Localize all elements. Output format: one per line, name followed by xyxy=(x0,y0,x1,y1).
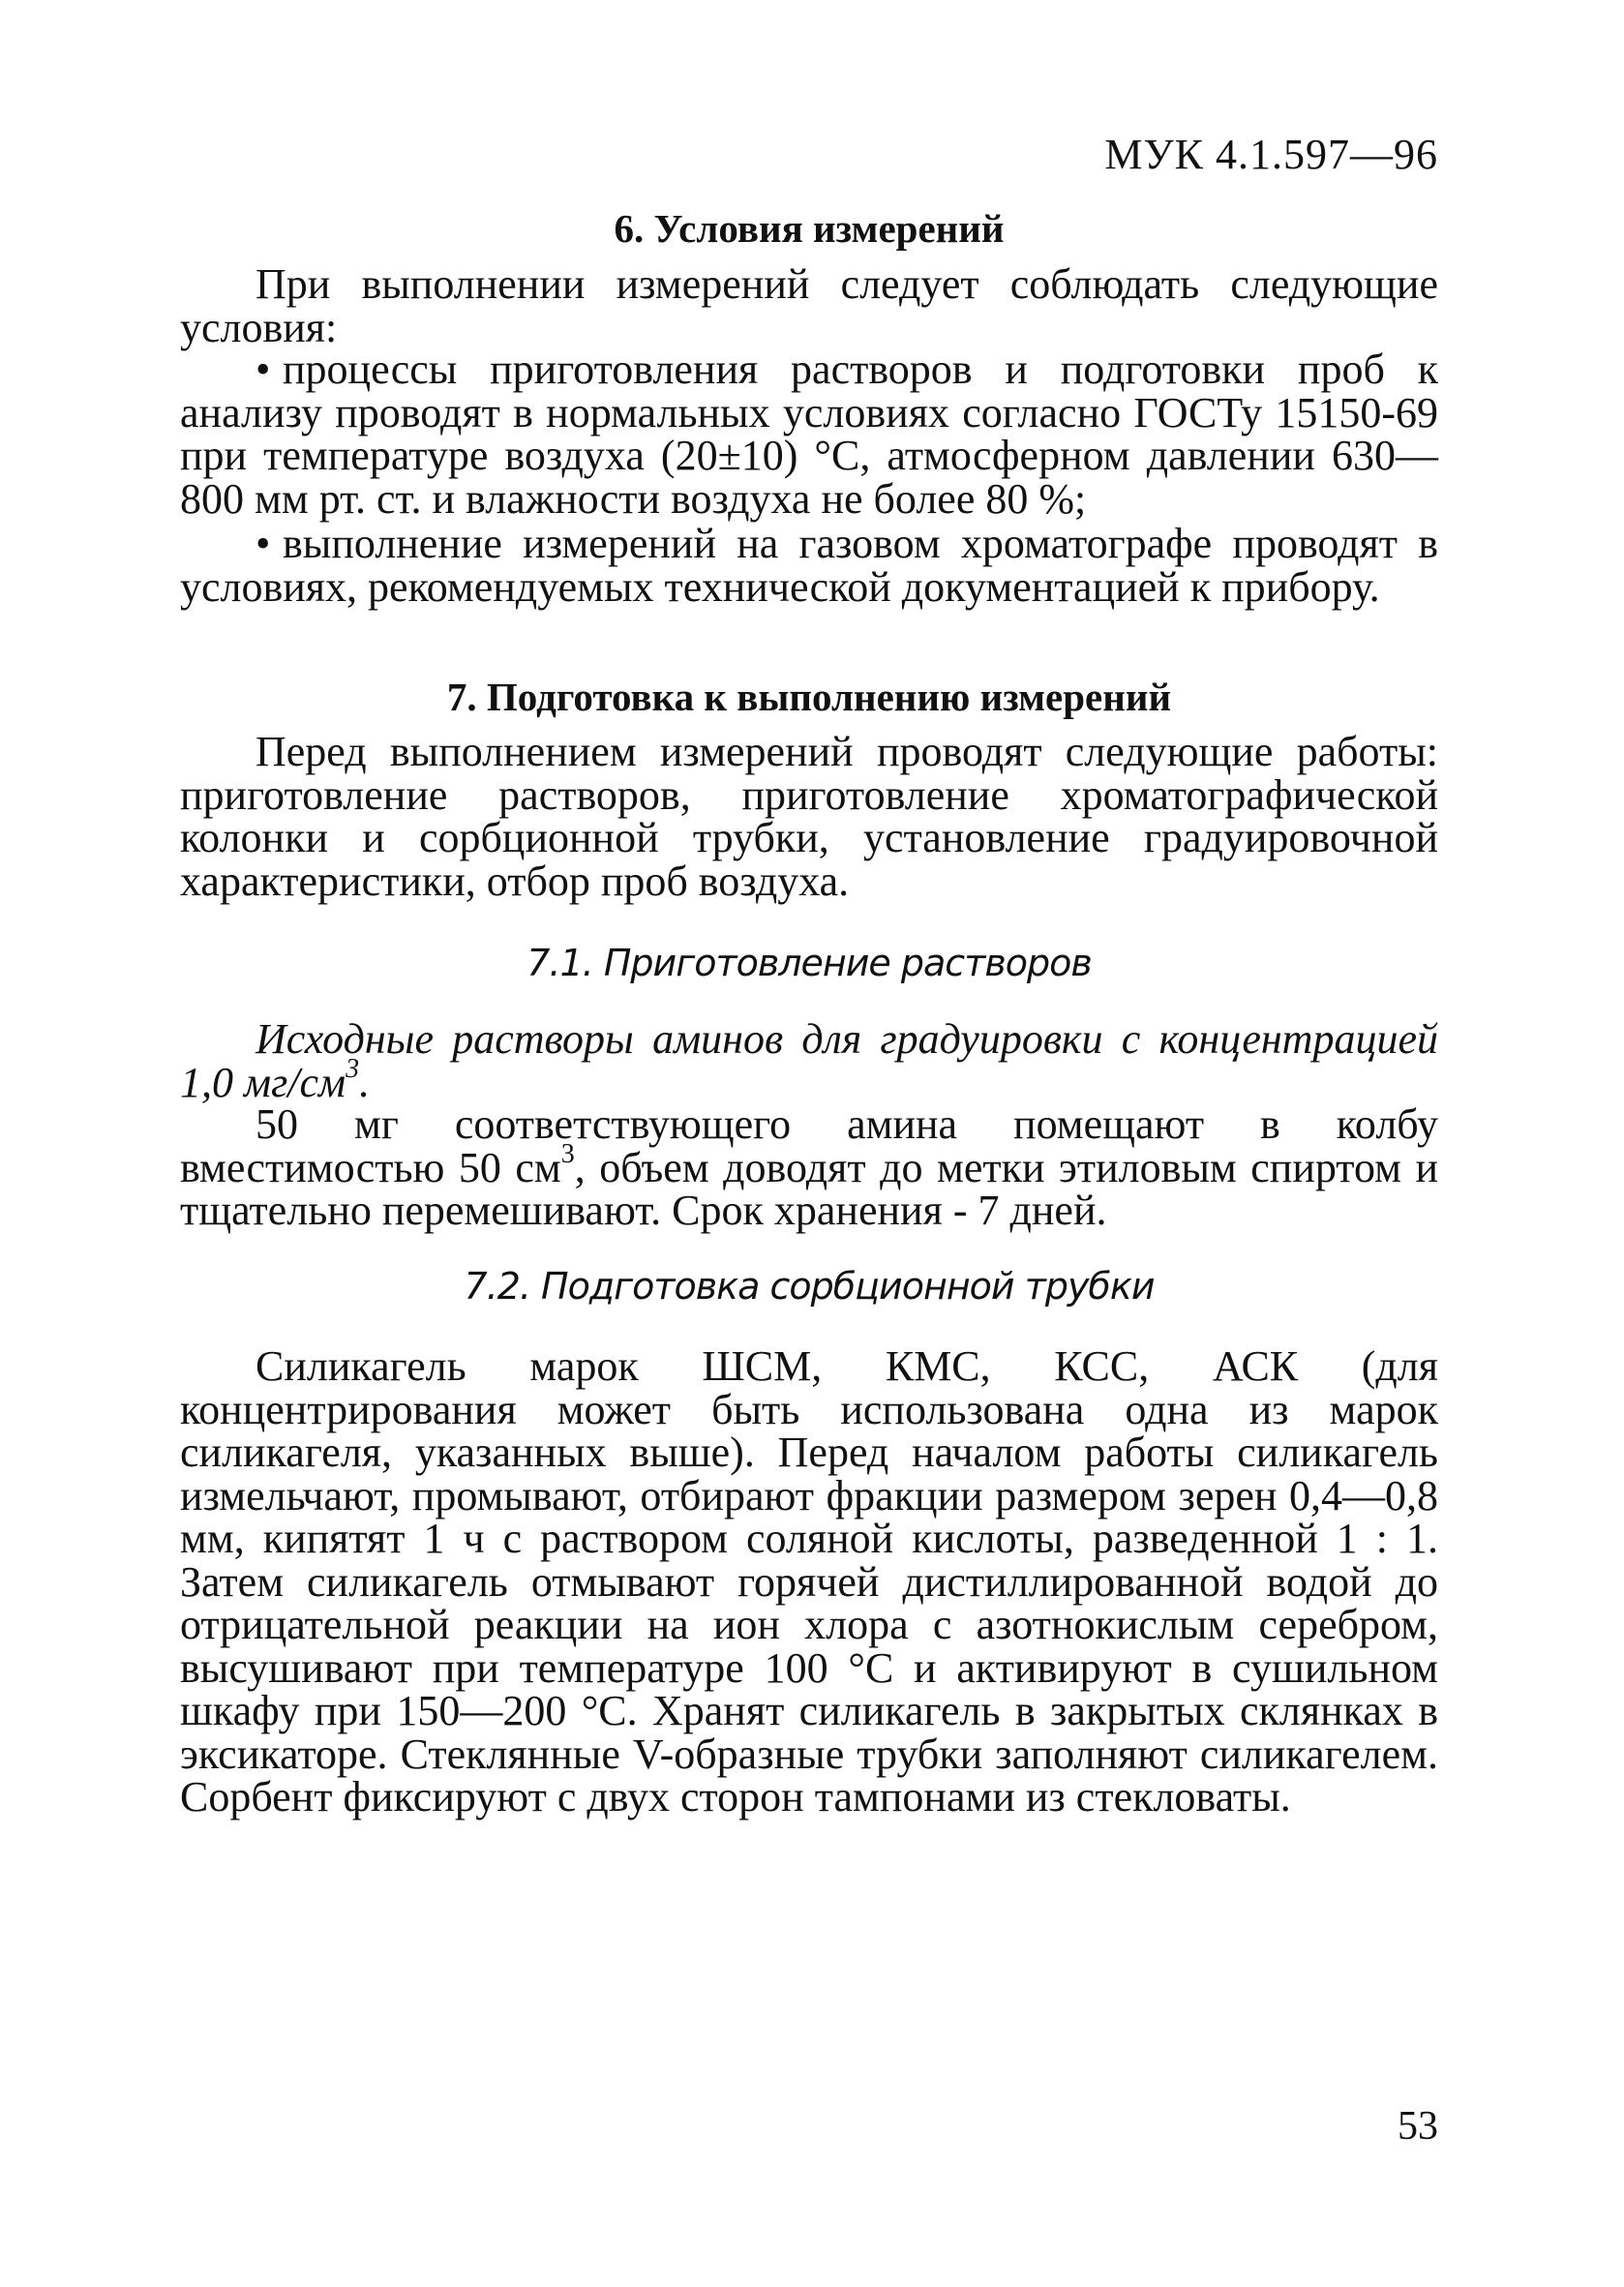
bullet-text: процессы приготовления растворов и подготовки проб к анализу проводят в нормальных условиях согласно ГОСТу 15150-69 при температуре воздуха (20±10) °С, атмосферном давлении 630—800 мм рт. ст. и влажности воздуха не более 80 %; xyxy=(180,346,1438,523)
bullet-icon: • xyxy=(256,346,271,393)
subsection-7-1-lead xyxy=(180,1015,1438,1106)
section-7-intro: Перед выполнением измерений проводят следующие работы: приготовление растворов, приготовление хроматографической колонки и сорбционной трубки, установление градуировочной характеристики, отбор проб воздуха. xyxy=(180,728,1438,905)
text-part-b: , объем доводят до метки этиловым спиртом и тщательно перемешивают. Срок хранения - 7 дней. xyxy=(180,1143,1438,1234)
section-6-intro: При выполнении измерений следует соблюдать следующие условия: xyxy=(180,260,1438,351)
document-page xyxy=(180,0,1438,2287)
bullet-text: выполнение измерений на газовом хроматографе проводят в условиях, рекомендуемых технической документацией к прибору. xyxy=(180,520,1438,611)
bullet-icon: • xyxy=(256,520,271,567)
section-7-heading: 7. Подготовка к выполнению измерений xyxy=(446,675,1172,719)
lead-end: . xyxy=(359,1058,371,1106)
text-part-a: 50 мг соответствующего амина помещают в колбу вместимостью 50 см xyxy=(180,1100,1438,1191)
running-head: МУК 4.1.597—96 xyxy=(1104,131,1438,178)
subsection-7-2-heading: 7.2. Подготовка сорбционной трубки xyxy=(464,1265,1155,1308)
lead-text: Исходные растворы аминов для градуировки с концентрацией 1,0 мг/см xyxy=(180,1015,1438,1106)
section-6-bullet-2 xyxy=(180,520,1438,611)
superscript: 3 xyxy=(346,1053,360,1084)
page-number: 53 xyxy=(1398,2104,1438,2149)
section-6-heading: 6. Условия измерений xyxy=(614,206,1005,251)
section-6-bullet-1 xyxy=(180,348,1438,521)
superscript: 3 xyxy=(560,1138,575,1169)
subsection-7-1-heading: 7.1. Приготовление растворов xyxy=(526,942,1092,984)
subsection-7-2-text: Силикагель марок ШСМ, КМС, КСС, АСК (для концентрирования может быть использована одна из марок силикагеля, указанных выше). Перед началом работы силикагель измельчают, промывают, отбирают фракции размером зерен 0,4—0,8 мм, кипятят 1 ч с раствором соляной кислоты, разведенной 1 : 1. Затем силикагель отмывают горячей дистиллированной водой до отрицательной реакции на ион хлора с азотнокислым серебром, высушивают при температуре 100 °С и активируют в сушильном шкафу при 150—200 °С. Хранят силикагель в закрытых склянках в эксикаторе. Стеклянные V-образные трубки заполняют силикагелем. Сорбент фиксируют с двух сторон тампонами из стекловаты. xyxy=(180,1342,1438,1821)
subsection-7-1-text xyxy=(180,1100,1438,1234)
